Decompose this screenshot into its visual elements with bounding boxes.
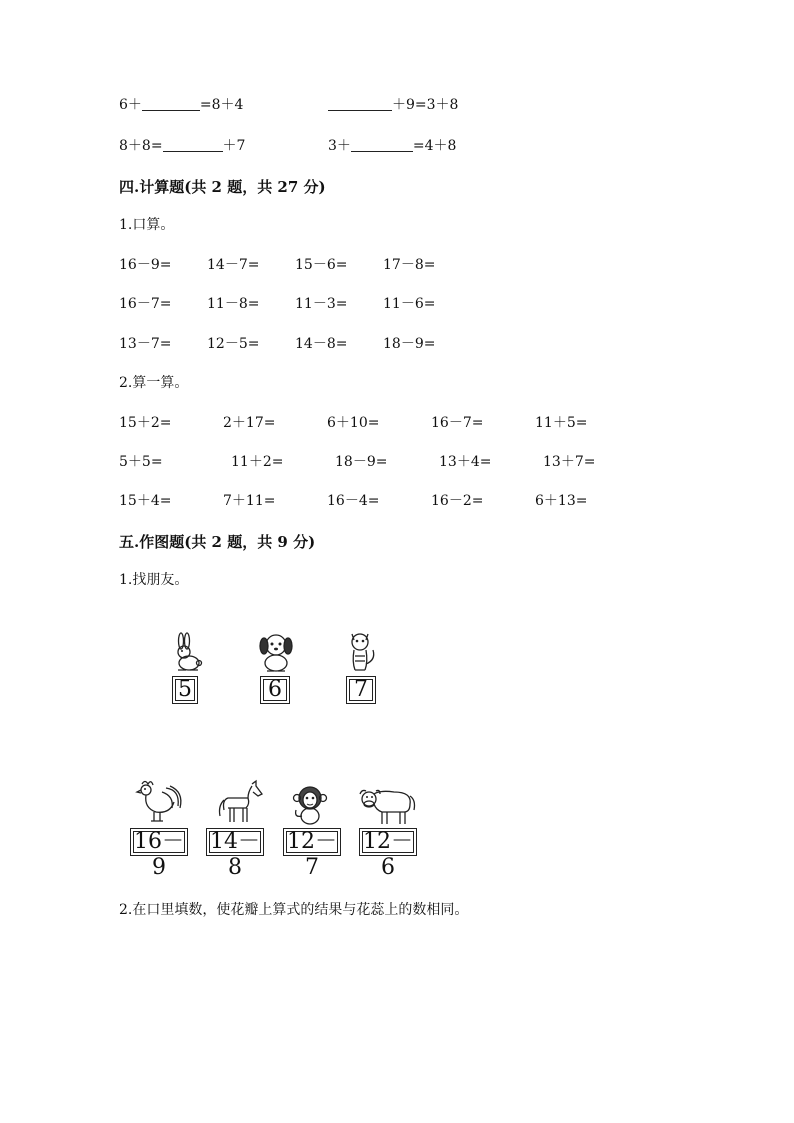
- problem-item: 16－4=: [327, 493, 380, 509]
- problem-item: 11－3=: [295, 296, 348, 312]
- problem-item: 16－9=: [119, 257, 172, 273]
- rabbit-icon: [168, 632, 204, 672]
- horse-icon: [216, 778, 264, 826]
- fill-equation-4: 3＋ =4＋8: [328, 138, 457, 154]
- problem-item: 18－9=: [383, 336, 436, 352]
- cow-icon: [356, 784, 418, 826]
- problem-item: 13－7=: [119, 336, 172, 352]
- expression-card: 12－7: [283, 828, 341, 856]
- problem-item: 18－9=: [335, 454, 388, 470]
- problem-item: 11－8=: [207, 296, 260, 312]
- problem-item: 13＋4=: [439, 454, 492, 470]
- problem-item: 16－2=: [431, 493, 484, 509]
- rooster-icon: [134, 778, 184, 826]
- section-5-title: 五.作图题(共 2 题，共 9 分): [119, 533, 316, 551]
- fill-equation-3: 8＋8= ＋7: [119, 138, 246, 154]
- question-label: 2.在口里填数，使花瓣上算式的结果与花蕊上的数相同。: [119, 902, 469, 918]
- problem-item: 11－6=: [383, 296, 436, 312]
- answer-blank[interactable]: [142, 96, 200, 111]
- expression-card: 12－6: [359, 828, 417, 856]
- question-label: 2.算一算。: [119, 375, 189, 391]
- problem-item: 17－8=: [383, 257, 436, 273]
- section-4-title: 四.计算题(共 2 题，共 27 分): [119, 178, 326, 196]
- fill-equation-2: ＋9=3＋8: [328, 95, 458, 115]
- problem-item: 15＋2=: [119, 415, 172, 431]
- question-label: 1.口算。: [119, 217, 175, 233]
- answer-blank[interactable]: [163, 137, 223, 152]
- cat-icon: [340, 628, 380, 674]
- answer-blank[interactable]: [328, 96, 392, 111]
- number-card: 7: [346, 676, 376, 704]
- problem-item: 15－6=: [295, 257, 348, 273]
- problem-item: 7＋11=: [223, 493, 276, 509]
- expression-card: 16－9: [130, 828, 188, 856]
- problem-item: 13＋7=: [543, 454, 596, 470]
- problem-item: 16－7=: [119, 296, 172, 312]
- number-card: 6: [260, 676, 290, 704]
- problem-item: 11＋5=: [535, 415, 588, 431]
- problem-item: 2＋17=: [223, 415, 276, 431]
- problem-item: 16－7=: [431, 415, 484, 431]
- monkey-icon: [290, 784, 330, 826]
- expression-card: 14－8: [206, 828, 264, 856]
- problem-item: 6＋13=: [535, 493, 588, 509]
- answer-blank[interactable]: [351, 137, 413, 152]
- problem-item: 12－5=: [207, 336, 260, 352]
- fill-equation-1: 6＋ =8＋4: [119, 97, 244, 113]
- problem-item: 15＋4=: [119, 493, 172, 509]
- problem-item: 14－7=: [207, 257, 260, 273]
- problem-item: 5＋5=: [119, 454, 163, 470]
- puppy-icon: [254, 630, 298, 674]
- question-label: 1.找朋友。: [119, 572, 189, 588]
- problem-item: 11＋2=: [231, 454, 284, 470]
- problem-item: 6＋10=: [327, 415, 380, 431]
- problem-item: 14－8=: [295, 336, 348, 352]
- number-card: 5: [172, 676, 198, 704]
